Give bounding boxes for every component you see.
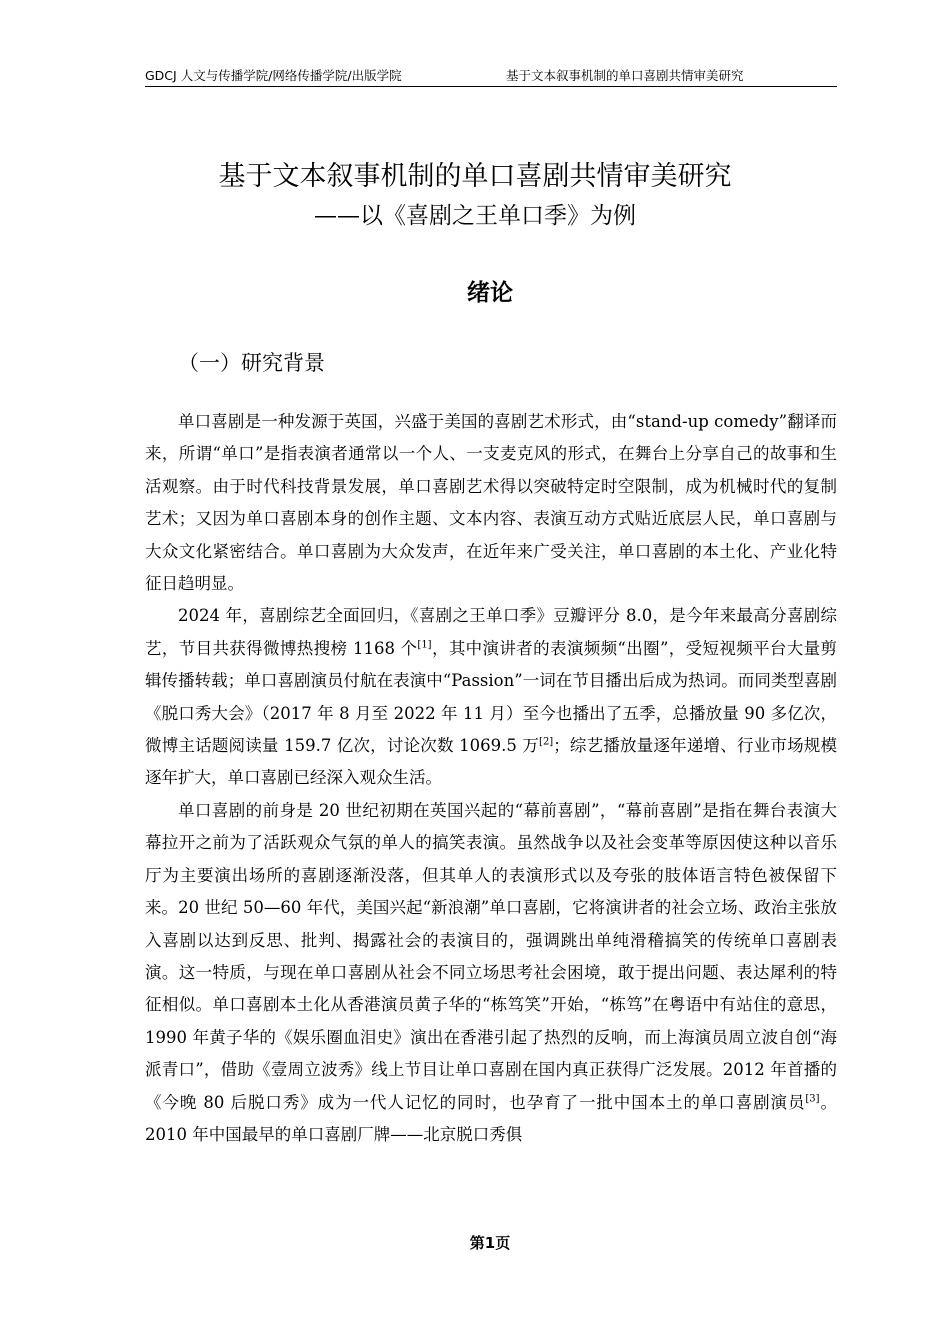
body-text — [145, 406, 837, 1151]
page-number: 第1页 — [469, 1234, 511, 1252]
paragraph-3-text-b: 。2010 年中国最早的单口喜剧厂牌——北京脱口秀俱 — [145, 1092, 837, 1144]
paragraph-1-text: 单口喜剧是一种发源于英国，兴盛于美国的喜剧艺术形式，由“stand-up comedy”翻译而来，所谓“单口”是指表演者通常以一个人、一支麦克风的形式，在舞台上分享自己的故事和生活观察。由于时代科技背景发展，单口喜剧艺术得以突破特定时空限制，成为机械时代的复制艺术；又因为单口喜剧本身的创作主题、文本内容、表演互动方式贴近底层人民，单口喜剧与大众文化紧密结合。单口喜剧为大众发声，在近年来广受关注，单口喜剧的本土化、产业化特征日趋明显。 — [145, 412, 837, 594]
paragraph-2 — [145, 600, 837, 794]
header-paper-title: 基于文本叙事机制的单口喜剧共情审美研究 — [506, 68, 744, 83]
paragraph-3 — [145, 795, 837, 1151]
running-header — [145, 68, 837, 87]
paragraph-2-text-c: ；综艺播放量逐年递增、行业市场规模逐年扩大，单口喜剧已经深入观众生活。 — [145, 736, 837, 788]
paragraph-3-text-a: 单口喜剧的前身是 20 世纪初期在英国兴起的“幕前喜剧”，“幕前喜剧”是指在舞台表演大幕拉开之前为了活跃观众气氛的单人的搞笑表演。虽然战争以及社会变革等原因使这种以音乐厅为主要演出场所的喜剧逐渐没落，但其单人的表演形式以及夸张的肢体语言特色被保留下来。20 世纪 50—60 年代，美国兴起“新浪潮”单口喜剧，它将演讲者的社会立场、政治主张放入喜剧以达到反思、批判、揭露社会的表演目的，强调跳出单纯滑稽搞笑的传统单口喜剧表演。这一特质，与现在单口喜剧从社会不同立场思考社会困境，敢于提出问题、表达犀利的特征相似。单口喜剧本土化从香港演员黄子华的“栋笃笑”开始，“栋笃”在粤语中有站住的意思，1990 年黄子华的《娱乐圈血泪史》演出在香港引起了热烈的反响，而上海演员周立波自创“海派青口”，借助《壹周立波秀》线上节目让单口喜剧在国内真正获得广泛发展。2012 年首播的《今晚 80 后脱口秀》成为一代人记忆的同时，也孕育了一批中国本土的单口喜剧演员 — [145, 800, 837, 1112]
paragraph-2-text-b: ，其中演讲者的表演频频“出圈”，受短视频平台大量剪辑传播转载；单口喜剧演员付航在表演中“Passion”一词在节目播出后成为热词。而同类型喜剧《脱口秀大会》（2017 年 8 月至 2022 年 11 月）至今也播出了五季，总播放量 90 多亿次，微博主话题阅读量 159.7 亿次，讨论次数 1069.5 万 — [145, 638, 838, 756]
citation-ref-3: [3] — [805, 1093, 820, 1105]
paragraph-1 — [145, 406, 837, 600]
chapter-heading: 绪论 — [467, 280, 513, 306]
paper-title: 基于文本叙事机制的单口喜剧共情审美研究 — [218, 161, 732, 192]
section-heading: （一）研究背景 — [178, 351, 325, 375]
header-institution: GDCJ 人文与传播学院/网络传播学院/出版学院 — [145, 68, 402, 83]
paper-subtitle: ——以《喜剧之王单口季》为例 — [314, 203, 636, 229]
citation-ref-1: [1] — [417, 639, 432, 651]
citation-ref-2: [2] — [539, 736, 554, 748]
paragraph-2-text-a: 2024 年，喜剧综艺全面回归，《喜剧之王单口季》豆瓣评分 8.0，是今年来最高分喜剧综艺，节目共获得微博热搜榜 1168 个 — [145, 606, 837, 658]
